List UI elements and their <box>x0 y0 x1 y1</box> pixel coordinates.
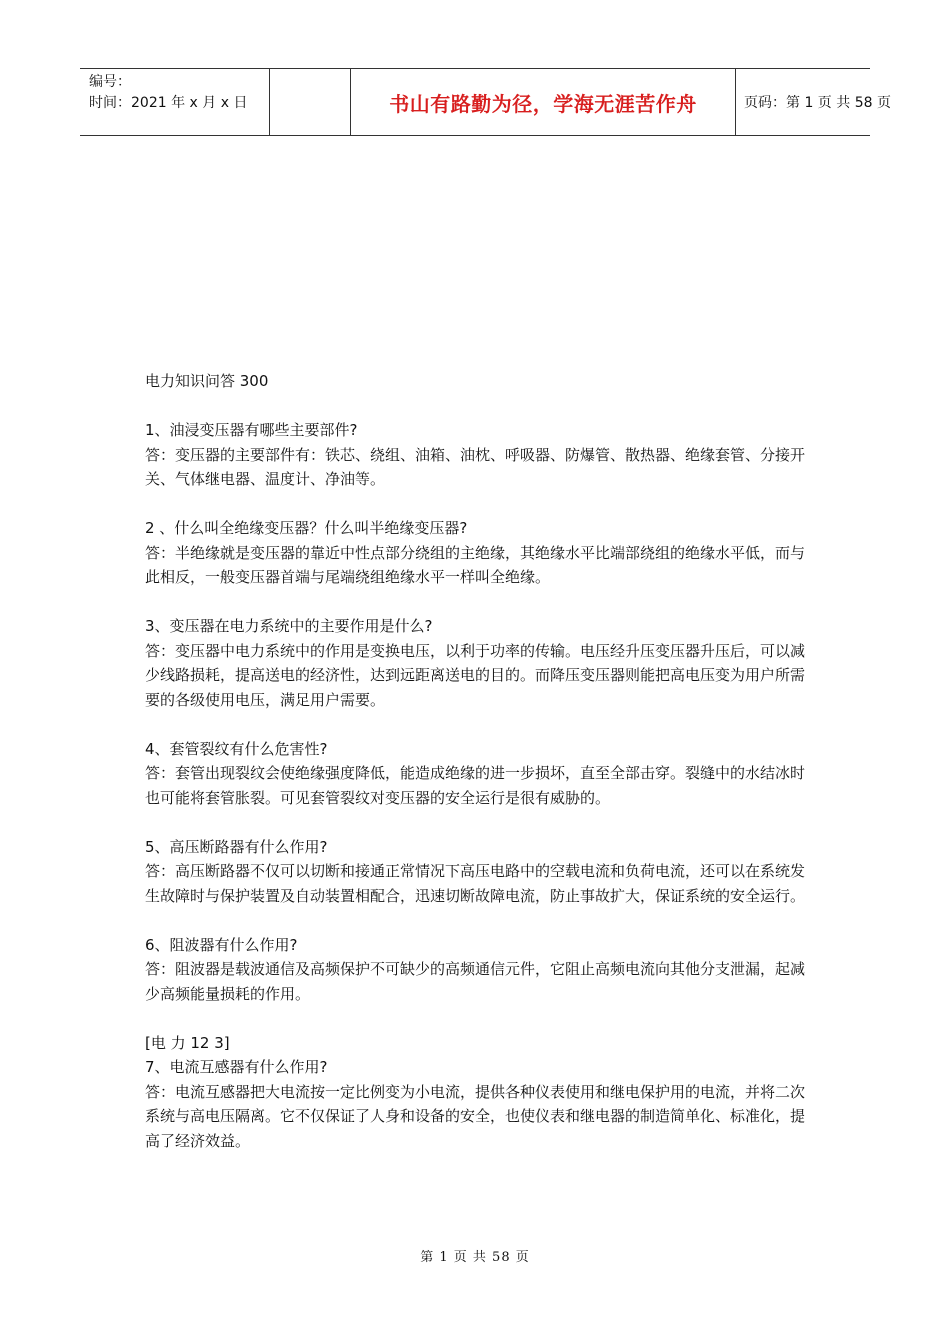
qa-answer: 答：半绝缘就是变压器的靠近中性点部分绕组的主绝缘，其绝缘水平比端部绕组的绝缘水平低，而与此相反，一般变压器首端与尾端绕组绝缘水平一样叫全绝缘。 <box>145 543 806 586</box>
qa-item <box>145 835 813 909</box>
page-header <box>80 68 891 136</box>
qa-item <box>145 933 813 1007</box>
qa-answer: 答：高压断路器不仅可以切断和接通正常情况下高压电路中的空载电流和负荷电流，还可以在系统发生故障时与保护装置及自动装置相配合，迅速切断故障电流，防止事故扩大，保证系统的安全运行。 <box>145 862 806 905</box>
number-label: 编号： <box>89 74 131 90</box>
qa-answer: 答：电流互感器把大电流按一定比例变为小电流，提供各种仪表使用和继电保护用的电流，并将二次系统与高电压隔离。它不仅保证了人身和设备的安全，也使仪表和继电器的制造简单化、标准化，提高了经济效益。 <box>145 1082 806 1150</box>
document-title: 电力知识问答 300 <box>145 372 269 390</box>
qa-question: 2 、什么叫全绝缘变压器？什么叫半绝缘变压器? <box>145 519 468 537</box>
qa-item <box>145 1031 813 1154</box>
qa-item <box>145 516 813 590</box>
qa-answer: 答：变压器的主要部件有：铁芯、绕组、油箱、油枕、呼吸器、防爆管、散热器、绝缘套管、分接开关、气体继电器、温度计、净油等。 <box>145 445 806 488</box>
time-label: 时间：2021 年 x 月 x 日 <box>89 95 248 111</box>
qa-item <box>145 418 813 492</box>
qa-question: 5、高压断路器有什么作用? <box>145 837 328 856</box>
qa-answer: 答：变压器中电力系统中的作用是变换电压，以利于功率的传输。电压经升压变压器升压后，可以减少线路损耗，提高送电的经济性，达到远距离送电的目的。而降压变压器则能把高电压变为用户所需要的各级使用电压，满足用户需要。 <box>145 641 806 709</box>
qa-question: 6、阻波器有什么作用? <box>145 935 298 954</box>
header-meta <box>80 69 270 135</box>
qa-question: 7、电流互感器有什么作用? <box>145 1058 328 1076</box>
qa-item <box>145 737 813 811</box>
qa-note: [电 力 12 3] <box>145 1033 230 1052</box>
qa-question: 3、变压器在电力系统中的主要作用是什么? <box>145 617 433 635</box>
qa-list <box>145 418 813 1153</box>
document-body <box>145 369 813 1178</box>
qa-question: 4、套管裂纹有什么危害性? <box>145 739 328 758</box>
qa-item <box>145 614 813 712</box>
qa-question: 1、油浸变压器有哪些主要部件? <box>145 421 358 439</box>
header-motto: 书山有路勤为径，学海无涯苦作舟 <box>350 69 736 135</box>
page-footer: 第 1 页 共 58 页 <box>420 1250 530 1265</box>
qa-answer: 答：套管出现裂纹会使绝缘强度降低，能造成绝缘的进一步损坏，直至全部击穿。裂缝中的水结冰时也可能将套管胀裂。可见套管裂纹对变压器的安全运行是很有威胁的。 <box>145 764 806 807</box>
qa-answer: 答：阻波器是载波通信及高频保护不可缺少的高频通信元件，它阻止高频电流向其他分支泄漏，起减少高频能量损耗的作用。 <box>145 960 806 1003</box>
header-page-number: 页码：第 1 页 共 58 页 <box>744 95 891 111</box>
